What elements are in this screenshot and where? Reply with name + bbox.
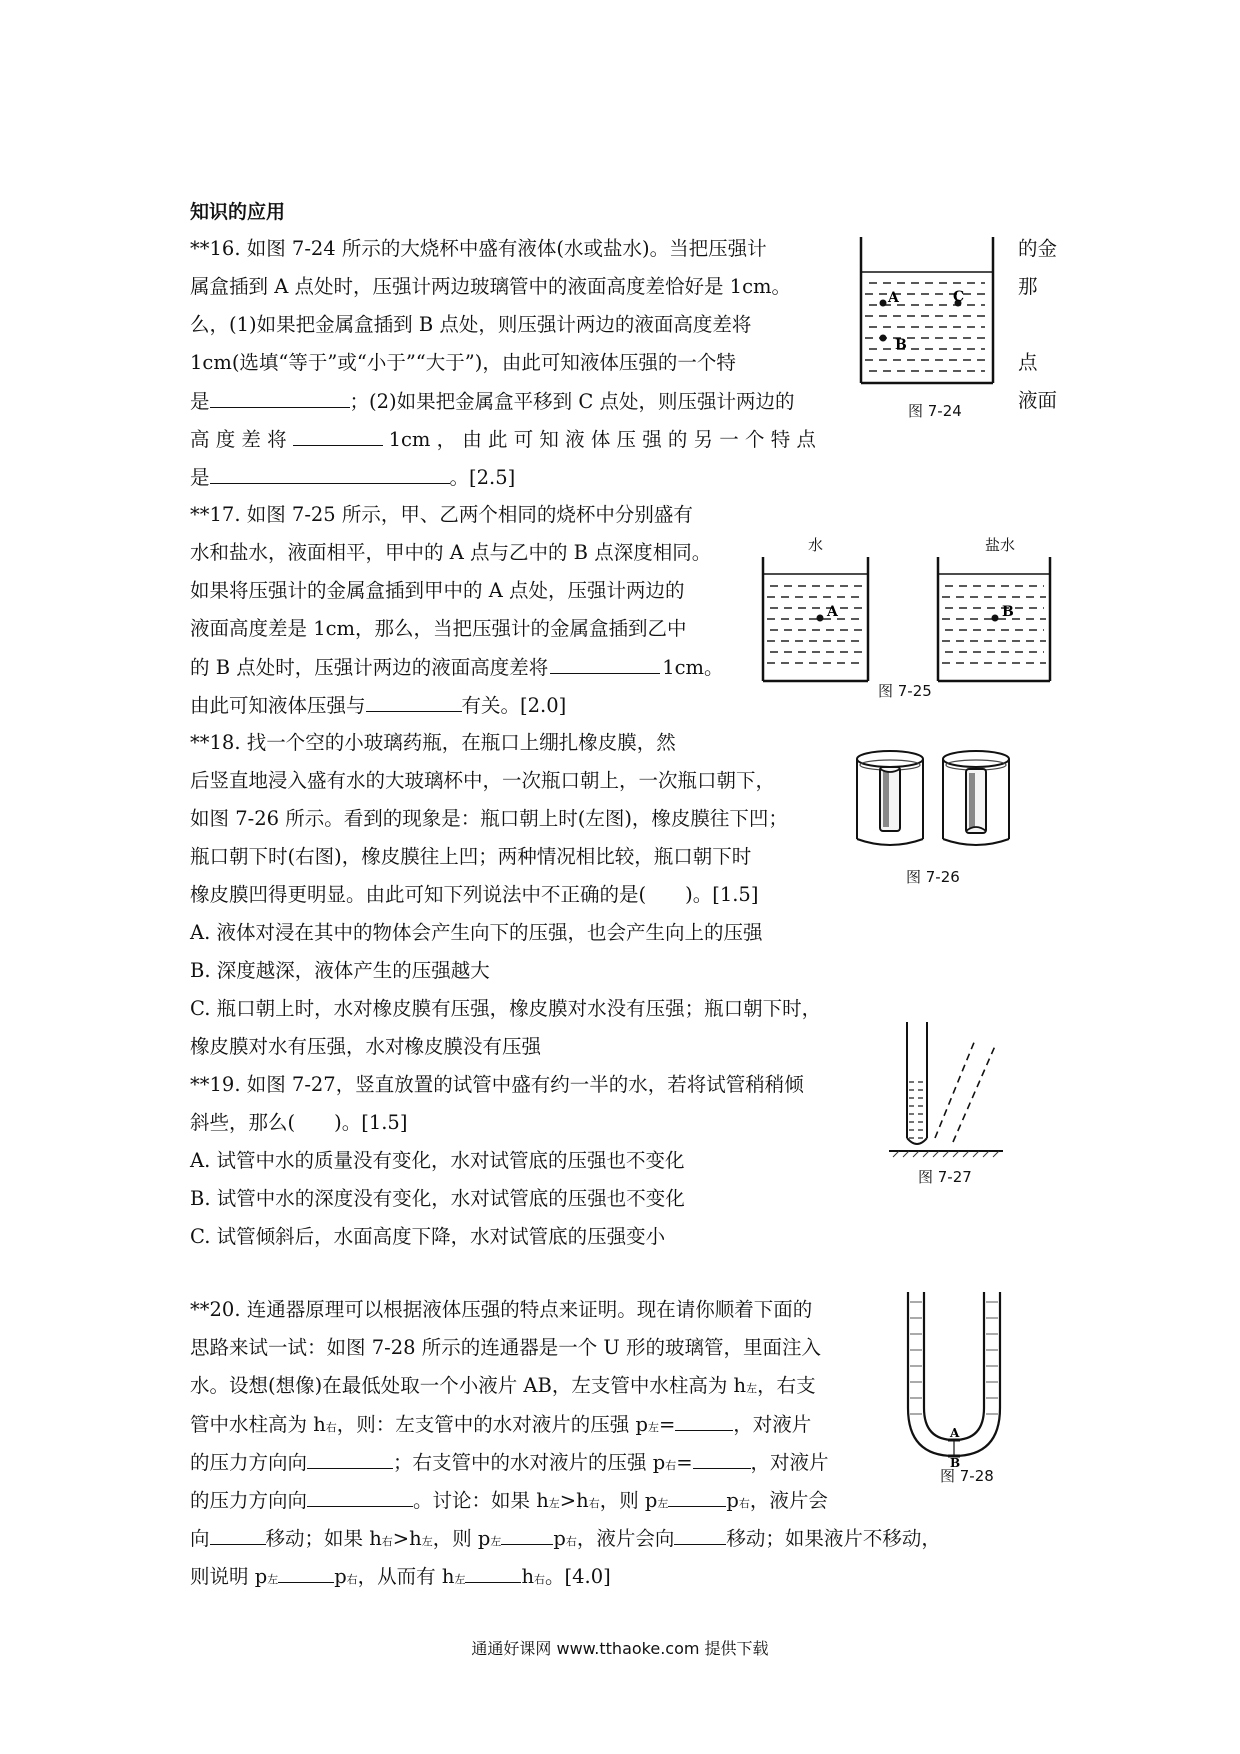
q20-text: h [521,1565,534,1588]
q17-text: 由此可知液体压强与 [190,694,366,717]
q20-line-8 [190,1564,611,1592]
q20-text: >h [559,1489,589,1512]
q20-text: >h [392,1527,422,1550]
q18-option-c-line-1: C. 瓶口朝上时，水对橡皮膜有压强，橡皮膜对水没有压强；瓶口朝下时， [190,997,822,1020]
subscript-right: 右 [738,1497,750,1510]
section-heading: 知识的应用 [190,201,286,223]
subscript-right: 右 [381,1535,393,1548]
q18-line-4: 瓶口朝下时(右图)，橡皮膜往上凹；两种情况相比较，瓶口朝下时 [190,845,752,868]
q20-text: = [676,1451,693,1474]
q20-text: ，液片会 [749,1489,828,1512]
subscript-left: 左 [657,1497,669,1510]
answer-blank[interactable] [465,1564,521,1583]
point-label-a: A [950,1426,960,1440]
q16-text: 1cm ， 由 此 可 知 液 体 压 强 的 另 一 个 特 点 [388,428,816,451]
q18-line-3: 如图 7-26 所示。看到的现象是：瓶口朝上时(左图)，橡皮膜往下凹； [190,807,788,830]
subscript-left: 左 [548,1497,560,1510]
q16-text: 是 [190,466,210,489]
answer-blank[interactable] [293,427,383,446]
point-label-a: A [827,604,838,620]
q17-line-4: 液面高度差是 1cm，那么，当把压强计的金属盒插到乙中 [190,617,687,640]
figure-caption-7-25: 图 7-25 [878,682,932,700]
point-label-b: B [950,1456,961,1468]
q20-text: 移动；如果液片不移动， [726,1527,941,1550]
answer-blank[interactable] [307,1450,393,1469]
figure-caption-7-27: 图 7-27 [918,1168,972,1186]
q20-line-3 [190,1374,816,1401]
q16-text: 是 [190,390,210,413]
q20-text: = [658,1413,676,1436]
answer-blank[interactable] [366,693,462,712]
subscript-left: 左 [647,1421,659,1434]
answer-blank[interactable] [693,1450,751,1469]
subscript-left: 左 [490,1535,502,1548]
q18-option-b: B. 深度越深，液体产生的压强越大 [190,959,490,982]
figure-caption-7-28: 图 7-28 [940,1467,994,1485]
q16-line-5 [190,389,794,414]
q20-text: 水。设想(想像)在最低处取一个小液片 AB，左支管中水柱高为 h [190,1374,747,1397]
subscript-left: 左 [454,1573,466,1586]
answer-blank[interactable] [210,1526,266,1545]
q20-line-7 [190,1526,941,1554]
figure-7-28 [900,1290,1010,1468]
q20-line-2: 思路来试一试：如图 7-28 所示的连通器是一个 U 形的玻璃管，里面注入 [190,1336,822,1359]
q20-text: 的压力方向向 [190,1489,308,1512]
subscript-left: 左 [421,1535,433,1548]
q20-text: 则说明 p [190,1565,268,1588]
q20-text: ，从而有 h [357,1565,455,1588]
q16-line-4: 1cm(选填“等于”或“小于”“大于”)，由此可知液体压强的一个特 [190,351,736,374]
q17-line-6 [190,693,566,718]
q16-text: ；(2)如果把金属盒平移到 C 点处，则压强计两边的 [349,390,795,413]
figure-caption-7-24: 图 7-24 [908,402,962,420]
q20-text: ，右支 [757,1374,816,1397]
point-label-b: B [1002,604,1014,620]
q16-line-4-right: 点 [1018,351,1038,374]
q20-line-1: **20. 连通器原理可以根据液体压强的特点来证明。现在请你顺着下面的 [190,1298,813,1321]
subscript-right: 右 [665,1459,677,1472]
subscript-right: 右 [565,1535,577,1548]
q16-text: 。[2.5] [449,466,516,489]
answer-blank[interactable] [550,655,660,674]
answer-blank[interactable] [278,1564,334,1583]
answer-blank[interactable] [210,389,350,408]
q18-line-1: **18. 找一个空的小玻璃药瓶，在瓶口上绷扎橡皮膜，然 [190,731,676,754]
q18-option-a: A. 液体对浸在其中的物体会产生向下的压强，也会产生向上的压强 [190,921,763,944]
point-label-c: C [953,289,965,305]
figure-7-26 [852,745,1017,853]
q18-option-c-line-2: 橡皮膜对水有压强，水对橡皮膜没有压强 [190,1035,542,1058]
q19-line-1: **19. 如图 7-27，竖直放置的试管中盛有约一半的水，若将试管稍稍倾 [190,1073,804,1096]
label-salt-water: 盐水 [985,536,1016,554]
point-label-a: A [888,290,899,306]
q17-line-2: 水和盐水，液面相平，甲中的 A 点与乙中的 B 点深度相同。 [190,541,712,564]
q19-option-c: C. 试管倾斜后，水面高度下降，水对试管底的压强变小 [190,1225,666,1248]
q20-text: ，则 p [432,1527,491,1550]
q16-line-1-right: 的金 [1018,237,1058,260]
subscript-left: 左 [267,1573,279,1586]
q20-line-6 [190,1488,828,1516]
figure-7-24 [855,235,1005,395]
q16-text: 高 度 差 将 [190,428,287,451]
q16-line-1: **16. 如图 7-24 所示的大烧杯中盛有液体(水或盐水)。当把压强计 [190,237,767,260]
q16-line-5-right: 液面 [1018,389,1058,412]
q20-text: ；右支管中的水对液片的压强 p [393,1451,666,1474]
q20-text: ，液片会向 [576,1527,675,1550]
q20-text: 向 [190,1527,210,1550]
answer-blank[interactable] [674,1526,726,1545]
q20-line-4 [190,1412,811,1440]
q20-text: 的压力方向向 [190,1451,308,1474]
subscript-right: 右 [325,1421,337,1434]
q17-text: 有关。[2.0] [461,694,567,717]
q18-line-5: 橡皮膜凹得更明显。由此可知下列说法中不正确的是( )。[1.5] [190,883,759,906]
subscript-right: 右 [534,1573,545,1586]
q16-line-2-right: 那 [1018,275,1038,298]
q16-line-3: 么，(1)如果把金属盒插到 B 点处，则压强计两边的液面高度差将 [190,313,752,336]
q20-text: p [726,1489,739,1512]
figure-7-27 [885,1020,1005,1160]
answer-blank[interactable] [675,1412,733,1431]
q16-line-6 [190,427,816,452]
q17-line-3: 如果将压强计的金属盒插到甲中的 A 点处，压强计两边的 [190,579,685,602]
q17-text: 1cm。 [662,656,724,679]
q20-text: p [553,1527,566,1550]
answer-blank[interactable] [501,1526,553,1545]
q17-text: 的 B 点处时，压强计两边的液面高度差将 [190,656,549,679]
q20-text: 管中水柱高为 h [190,1413,326,1436]
q17-line-5 [190,655,724,680]
subscript-right: 右 [588,1497,600,1510]
q16-line-2: 属盒插到 A 点处时，压强计两边玻璃管中的液面高度差恰好是 1cm。 [190,275,791,298]
label-water: 水 [808,536,824,554]
page-footer: 通通好课网 www.tthaoke.com 提供下载 [471,1639,769,1658]
answer-blank[interactable] [307,1488,413,1507]
q16-line-7 [190,465,515,490]
answer-blank[interactable] [668,1488,726,1507]
q19-option-a: A. 试管中水的质量没有变化，水对试管底的压强也不变化 [190,1149,685,1172]
q18-line-2: 后竖直地浸入盛有水的大玻璃杯中，一次瓶口朝上，一次瓶口朝下， [190,769,776,792]
figure-7-25 [758,555,1056,685]
q17-line-1: **17. 如图 7-25 所示，甲、乙两个相同的烧杯中分别盛有 [190,503,693,526]
q20-text: ，对液片 [750,1451,829,1474]
q20-text: 。讨论：如果 h [413,1489,549,1512]
q19-option-b: B. 试管中水的深度没有变化，水对试管底的压强也不变化 [190,1187,685,1210]
figure-caption-7-26: 图 7-26 [906,868,960,886]
q19-line-2: 斜些，那么( )。[1.5] [190,1111,408,1134]
q20-text: p [334,1565,347,1588]
q20-text: ，对液片 [733,1413,812,1436]
subscript-right: 右 [346,1573,358,1586]
answer-blank[interactable] [210,465,450,484]
q20-text: ，则：左支管中的水对液片的压强 p [336,1413,648,1436]
q20-line-5 [190,1450,829,1478]
q20-text: 。[4.0] [545,1565,611,1588]
q20-text: 移动；如果 h [265,1527,382,1550]
q20-text: ，则 p [599,1489,658,1512]
point-label-b: B [895,337,907,353]
subscript-left: 左 [746,1382,758,1395]
